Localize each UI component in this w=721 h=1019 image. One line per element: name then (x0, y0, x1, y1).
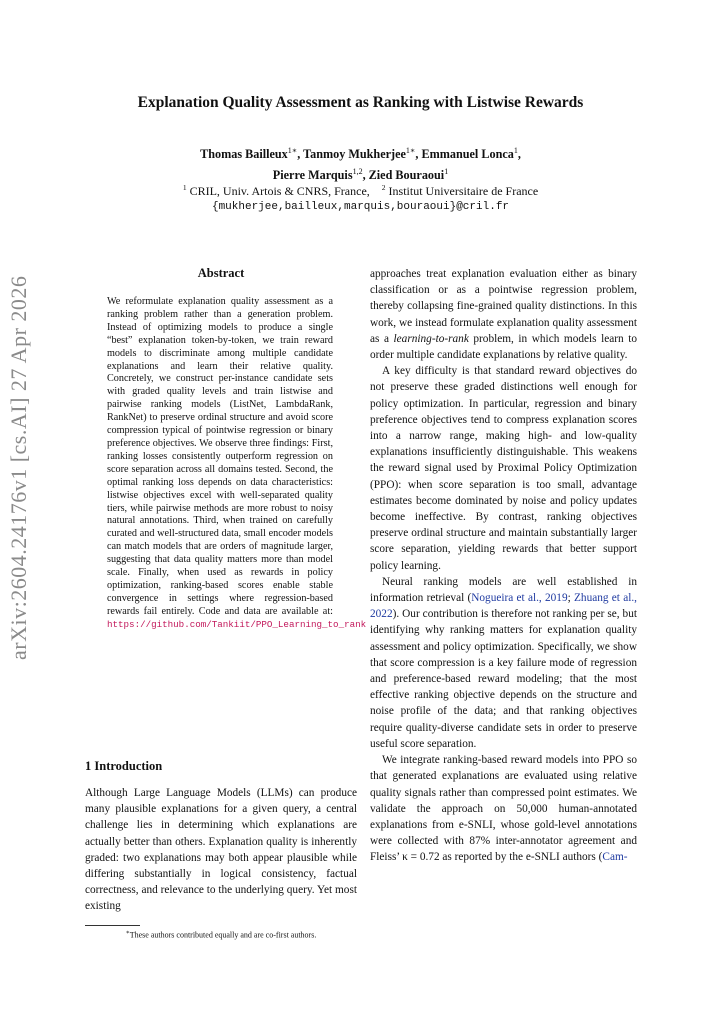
code-link[interactable]: https://github.com/Tankiit/PPO_Learning_to_rank (107, 618, 367, 630)
author-name: Thomas Bailleux (200, 147, 288, 162)
author-name: Zied Bouraoui (368, 168, 445, 183)
author-list: Thomas Bailleux$^{1∗}$, Tanmoy Mukherjee$^{1∗}$, Emmanuel Lonca$^1$, Pierre Marquis$^{1,2}$, Zied Bouraoui$^1$ (200, 146, 521, 183)
footnote: ∗These authors contributed equally and are co-first authors. (125, 930, 317, 940)
footnote-text: These authors contributed equally and are co-first authors. (129, 930, 317, 940)
affiliation-1: CRIL, Univ. Artois & CNRS, France, (189, 184, 370, 198)
abstract-text: We reformulate explanation quality assessment as a ranking problem rather than a generation problem. Instead of optimizing models to produce a single “best” explanation token-by-token, we train reward models to discriminate among multiple candidate explanations and learn their relative quality. Concretely, we construct per-instance candidate sets with graded quality levels and train listwise and pairwise ranking models (ListNet, LambdaRank, RankNet) to preserve ordinal structure and avoid score compression typical of pointwise regression or binary preference objectives. We observe three findings: First, ranking losses consistently outperform regression on score separation across all domains tested. Second, the optimal ranking loss depends on data characteristics: listwise objectives excel with well-separated quality tiers, while pairwise methods are more robust to noisy natural annotations. Third, when trained on carefully curated and well-structured data, small encoder models can match models that are orders of magnitude larger, suggesting that data quality matters more than model scale. Finally, when used as rewards in policy optimization, ranking-based scores enable stable convergence in settings where regression-based rewards fail entirely. Code and data are available at: (107, 296, 333, 617)
section-heading-introduction: 1 Introduction (85, 759, 163, 773)
author-name: Tanmoy Mukherjee (303, 147, 406, 162)
intro-paragraph-2: A key difficulty is that standard reward objectives do not preserve these graded distinctions well enough for policy optimization. In particular, regression and binary preference objectives tend to compress explanation scores into a narrow range, making high- and low-quality explanations insufficiently distinguishable. This weakens the reward signal used by Proximal Policy Optimization (PPO): when score separation is too small, advantage estimates become dominated by noise and policy updates become ineffective. By contrast, ranking objectives preserve ordinal structure and maintain substantially larger score separation, yielding rewards that better support policy learning. (370, 365, 637, 572)
intro-paragraph-4: We integrate ranking-based reward models into PPO so that generated explanations are evaluated using relative quality signals rather than compressed point estimates. We validate the approach on 50,000 human-annotated explanations from e-SNLI, whose gold-level annotations were collected with 87% inter-annotator agreement and Fleiss’ κ = 0.72 as reported by the e-SNLI authors (Cam- (370, 754, 637, 864)
abstract-body (107, 296, 367, 632)
author-email: {mukherjee,bailleux,marquis,bouraoui}@cril.fr (211, 201, 510, 213)
right-column (370, 266, 637, 866)
intro-paragraph-left: Although Large Language Models (LLMs) can produce many plausible explanations for a given query, a central challenge lies in determining which explanations are actually better than others. Explanation quality is inherently graded: two explanations may both appear plausible while differing substantially in logical consistency, factual correctness, and relevance to the underlying query. Yet most existing (85, 787, 357, 913)
citation-link[interactable]: Cam- (602, 851, 628, 864)
author-name: Pierre Marquis (272, 168, 353, 183)
footnote-rule (85, 925, 140, 926)
arxiv-watermark: arXiv:2604.24176v1 [cs.AI] 27 Apr 2026 (6, 275, 31, 660)
citation-link[interactable]: Zhuang et al., 2022 (370, 592, 637, 621)
citation-link[interactable]: Nogueira et al., 2019 (471, 592, 568, 605)
abstract-heading: Abstract (197, 266, 245, 280)
affiliation-2: Institut Universitaire de France (388, 184, 539, 198)
emphasis-learning-to-rank: learning-to-rank (393, 332, 469, 345)
affiliations: $^1$ CRIL, Univ. Artois & CNRS, France, $^2$ Institut Universitaire de France {mukherjee,bailleux,marquis,bouraoui}@cril.fr (0, 180, 721, 215)
intro-paragraph-3: Neural ranking models are well established in information retrieval (Nogueira et al., 2019; Zhuang et al., 2022). Our contribution is therefore not ranking per se, but identifying why ranking matters for explanation quality assessment and policy optimization. Specifically, we show that score compression is a key failure mode of regression and preference-based reward modeling; that the most effective ranking objective depends on the structure and noise profile of the data; and that ranking objectives require quality-diverse candidate sets in order to preserve useful score separation. (370, 575, 637, 750)
paper-title: Explanation Quality Assessment as Ranking with Listwise Rewards (137, 94, 584, 111)
author-name: Emmanuel Lonca (421, 147, 514, 162)
intro-paragraph-1: approaches treat explanation evaluation either as binary classification or as a pointwise regression problem, thereby collapsing fine-grained quality distinctions. In this work, we instead formulate explanation quality assessment as a learning-to-rank problem, in which models learn to order multiple candidate explanations by relative quality. (370, 268, 638, 362)
